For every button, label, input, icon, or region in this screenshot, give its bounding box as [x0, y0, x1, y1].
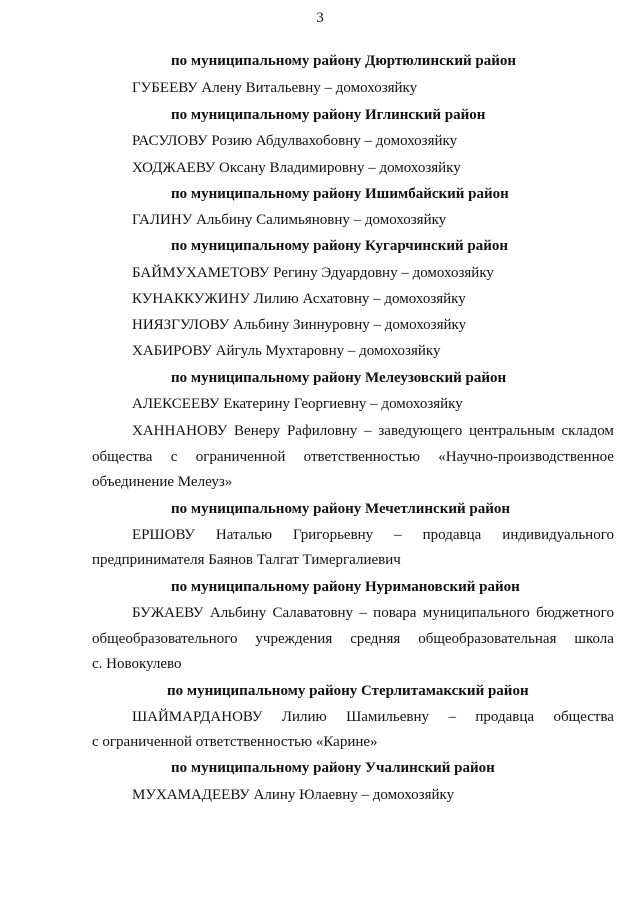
word: –	[364, 423, 372, 439]
list-item: ГУБЕЕВУ Алену Витальевну – домохозяйку	[132, 80, 418, 96]
list-item: НИЯЗГУЛОВУ Альбину Зиннуровну – домохозяйку	[132, 317, 467, 333]
word: БУЖАЕВУ	[132, 605, 204, 621]
word: Шамильевну	[346, 709, 430, 725]
section-heading: по муниципальному району Дюртюлинский район	[171, 53, 517, 69]
word: –	[359, 605, 367, 621]
word: Альбину	[209, 605, 267, 621]
word: с	[170, 449, 178, 465]
word: заведующего	[378, 423, 463, 439]
list-item: АЛЕКСЕЕВУ Екатерину Георгиевну – домохозяйку	[132, 396, 463, 412]
word: –	[448, 709, 456, 725]
list-item-line	[92, 630, 614, 648]
section-heading: по муниципальному району Ишимбайский район	[171, 186, 509, 202]
word: повара	[373, 605, 417, 621]
word: ХАННАНОВУ	[132, 423, 228, 439]
list-item: КУНАККУЖИНУ Лилию Асхатовну – домохозяйку	[132, 291, 466, 307]
word: бюджетного	[536, 605, 614, 621]
word: муниципального	[422, 605, 530, 621]
section-heading: по муниципальному району Мечетлинский район	[171, 501, 511, 517]
list-item: РАСУЛОВУ Розию Абдулвахобовну – домохозяйку	[132, 133, 458, 149]
list-item-line: предпринимателя Баянов Талгат Тимергалиевич	[92, 552, 401, 568]
section-heading: по муниципальному району Учалинский район	[171, 760, 495, 776]
section-heading: по муниципальному району Мелеузовский район	[171, 370, 507, 386]
word: центральным	[469, 423, 555, 439]
list-item-line	[132, 708, 614, 726]
word: продавца	[422, 527, 482, 543]
page-number: 3	[316, 10, 324, 26]
word: –	[394, 527, 402, 543]
list-item: ХАБИРОВУ Айгуль Мухтаровну – домохозяйку	[132, 343, 441, 359]
list-item-line	[132, 526, 614, 544]
word: ШАЙМАРДАНОВУ	[132, 709, 263, 725]
list-item: БАЙМУХАМЕТОВУ Регину Эдуардовну – домохозяйку	[132, 265, 494, 281]
word: общеобразовательного	[92, 631, 238, 647]
section-heading: по муниципальному району Иглинский район	[171, 107, 486, 123]
word: ЕРШОВУ	[132, 527, 195, 543]
list-item-line	[132, 604, 614, 622]
word: продавца	[475, 709, 535, 725]
list-item: ГАЛИНУ Альбину Салимьяновну – домохозяйку	[132, 212, 447, 228]
list-item-line: с ограниченной ответственностью «Карине»	[92, 734, 378, 750]
word: Салаватовну	[272, 605, 354, 621]
word: Григорьевну	[293, 527, 374, 543]
list-item: МУХАМАДЕЕВУ Алину Юлаевну – домохозяйку	[132, 787, 455, 803]
word: индивидуального	[502, 527, 614, 543]
word: Лилию	[281, 709, 327, 725]
section-heading: по муниципальному району Нуримановский район	[171, 579, 520, 595]
word: ограниченной	[195, 449, 286, 465]
list-item-line: объединение Мелеуз»	[92, 474, 233, 490]
section-heading: по муниципальному району Кугарчинский район	[171, 238, 508, 254]
word: «Научно-производственное	[438, 449, 614, 465]
word: складом	[561, 423, 614, 439]
word: Рафиловну	[286, 423, 358, 439]
word: общества	[92, 449, 153, 465]
word: Венеру	[234, 423, 281, 439]
list-item: ХОДЖАЕВУ Оксану Владимировну – домохозяйку	[132, 160, 461, 176]
word: школа	[574, 631, 614, 647]
word: учреждения	[255, 631, 333, 647]
word: ответственностью	[303, 449, 420, 465]
list-item-line: с. Новокулево	[92, 656, 182, 672]
word: средняя	[350, 631, 401, 647]
word: Наталью	[215, 527, 273, 543]
list-item-line	[132, 422, 614, 440]
word: общеобразовательная	[418, 631, 557, 647]
word: общества	[553, 709, 614, 725]
list-item-line	[92, 448, 614, 466]
section-heading: по муниципальному району Стерлитамакский район	[167, 683, 529, 699]
